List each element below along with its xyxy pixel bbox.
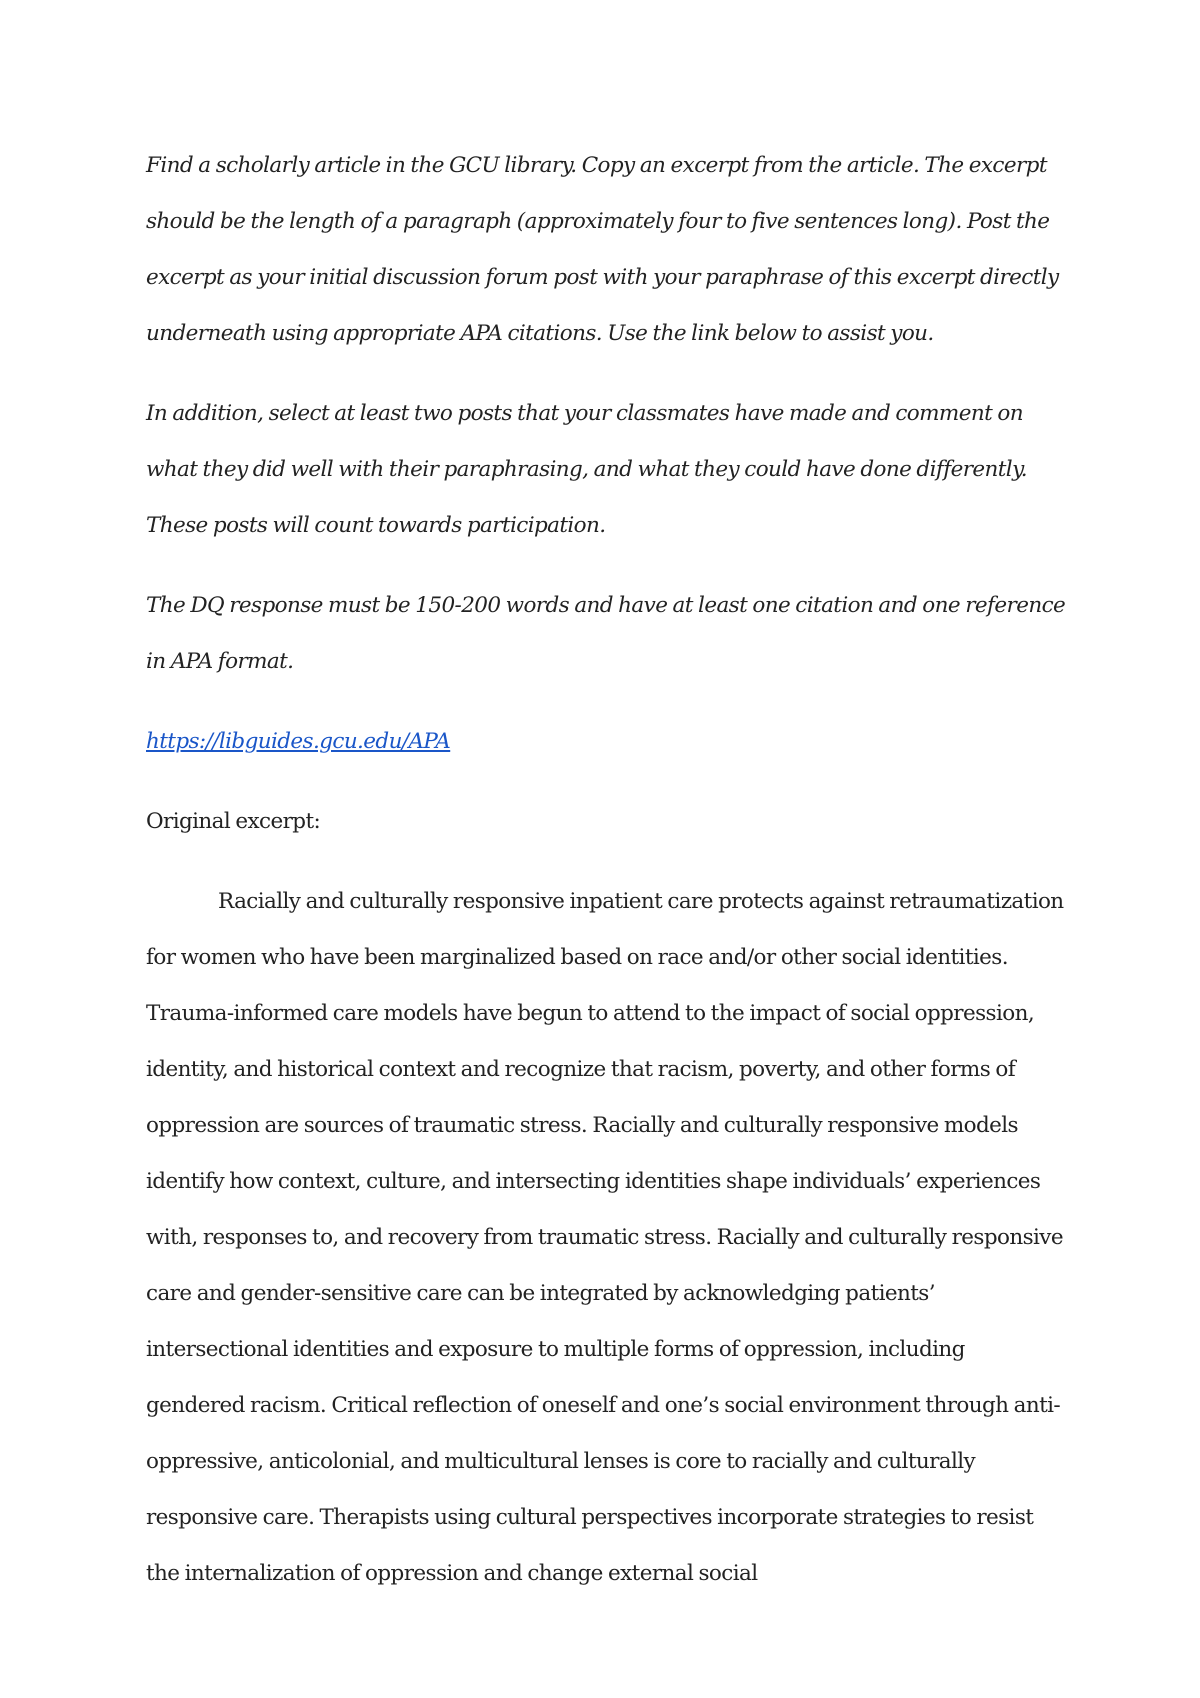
document-content	[146, 138, 1066, 1626]
apa-guide-link[interactable]: https://libguides.gcu.edu/APA	[146, 729, 451, 754]
instructions-paragraph-3: The DQ response must be 150-200 words and have at least one citation and one reference in APA format.	[146, 593, 1066, 674]
instructions-paragraph-2: In addition, select at least two posts that your classmates have made and comment on what they did well with their paraphrasing, and what they could have done differently. These posts will count towards participation.	[146, 401, 1028, 538]
excerpt-label: Original excerpt:	[146, 809, 321, 834]
link-paragraph	[146, 714, 1066, 770]
instructions-paragraph-1: Find a scholarly article in the GCU library. Copy an excerpt from the article. The excerpt should be the length of a paragraph (approximately four to five sentences long). Post the excerpt as your initial discussion forum post with your paraphrase of this excerpt directly underneath using appropriate APA citations. Use the link below to assist you.	[146, 153, 1059, 346]
excerpt-body: Racially and culturally responsive inpatient care protects against retraumatization for women who have been marginalized based on race and/or other social identities. Trauma-informed care models have begun to attend to the impact of social oppression, identity, and historical context and recognize that racism, poverty, and other forms of oppression are sources of traumatic stress. Racially and culturally responsive models identify how context, culture, and intersecting identities shape individuals’ experiences with, responses to, and recovery from traumatic stress. Racially and culturally responsive care and gender-sensitive care can be integrated by acknowledging patients’ intersectional identities and exposure to multiple forms of oppression, including gendered racism. Critical reflection of oneself and one’s social environment through anti-oppressive, anticolonial, and multicultural lenses is core to racially and culturally responsive care. Therapists using cultural perspectives incorporate strategies to resist the internalization of oppression and change external social	[146, 889, 1064, 1586]
